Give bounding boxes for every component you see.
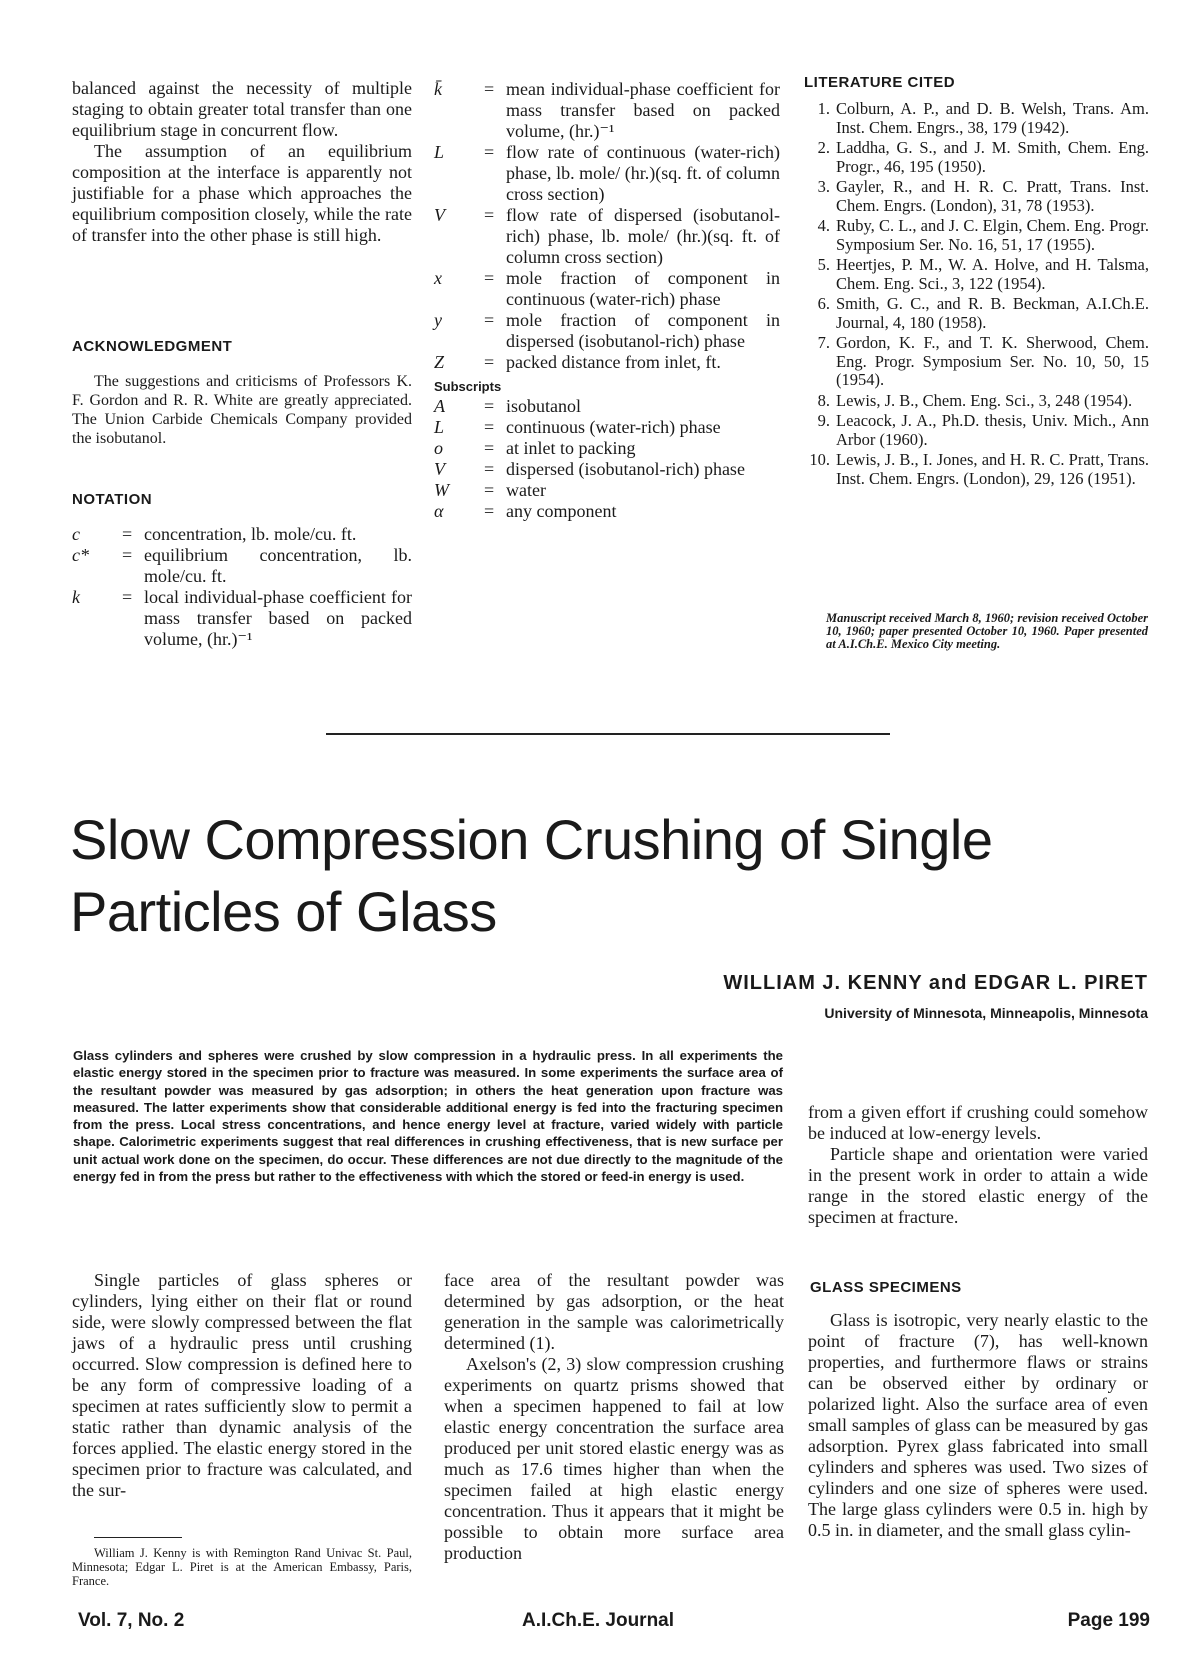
notation-item: L = flow rate of continuous (water-rich) phase, lb. mole/ (hr.)(sq. ft. of column cross section)	[434, 142, 780, 204]
reference-item: 4. Ruby, C. L., and J. C. Elgin, Chem. Eng. Progr. Symposium Ser. No. 16, 51, 17 (1955).	[817, 216, 1149, 254]
subscript-item: o = at inlet to packing	[434, 438, 636, 458]
footer-journal: A.I.Ch.E. Journal	[522, 1610, 675, 1631]
footnote: William J. Kenny is with Remington Rand Univac St. Paul, Minnesota; Edgar L. Piret is at the American Embassy, Paris, France.	[72, 1546, 412, 1588]
acknowledgment-heading: ACKNOWLEDGMENT	[72, 338, 233, 355]
paragraph: The assumption of an equilibrium composition at the interface is apparently not justifiable for a phase which approaches the equilibrium composition closely, while the rate of transfer into the other phase is still high.	[72, 141, 412, 245]
paragraph: balanced against the necessity of multiple staging to obtain greater total transfer than one equilibrium stage in concurrent flow.	[72, 78, 412, 140]
paragraph: face area of the resultant powder was determined by gas adsorption, or the heat generation in the sample was calorimetrically determined (1).	[444, 1270, 784, 1353]
glass-specimens-text: Glass is isotropic, very nearly elastic to the point of fracture (7), has well-known properties, and furthermore flaws or strains can be observed either by ordinary or polarized light. Also the surface area of even small samples of glass can be measured by gas adsorption. Pyrex glass fabricated into small cylinders and spheres was used. Two sizes of cylinders and one size of spheres were used. The large glass cylinders were 0.5 in. high by 0.5 in. in diameter, and the small glass cylin-	[808, 1310, 1148, 1540]
section-divider	[326, 733, 890, 735]
paragraph: Axelson's (2, 3) slow compression crushing experiments on quartz prisms showed that when a specimen happened to fail at low elastic energy concentration the surface area produced per unit stored elastic energy was as much as 17.6 times higher than when the specimen failed at high elastic energy concentration. Thus it appears that it might be possible to obtain more surface area production	[444, 1354, 784, 1563]
glass-specimens-heading: GLASS SPECIMENS	[810, 1279, 962, 1296]
notation-item: V = flow rate of dispersed (isobutanol-rich) phase, lb. mole/ (hr.)(sq. ft. of column cross section)	[434, 205, 780, 267]
reference-item: 3. Gayler, R., and H. R. C. Pratt, Trans. Inst. Chem. Engrs. (London), 31, 78 (1953).	[817, 177, 1149, 215]
reference-item: 9. Leacock, J. A., Ph.D. thesis, Univ. Mich., Ann Arbor (1960).	[817, 411, 1149, 449]
article-title	[70, 804, 1150, 948]
reference-item: 10. Lewis, J. B., I. Jones, and H. R. C. Pratt, Trans. Inst. Chem. Engrs. (London), 29, 126 (1951).	[809, 450, 1149, 488]
reference-item: 6. Smith, G. C., and R. B. Beckman, A.I.Ch.E. Journal, 4, 180 (1958).	[817, 294, 1149, 332]
notation-item: k̄ = mean individual-phase coefficient for mass transfer based on packed volume, (hr.)⁻¹	[434, 79, 780, 141]
col1-top-text	[72, 78, 412, 246]
footer-page: Page 199	[1067, 1610, 1150, 1631]
subscript-item: V = dispersed (isobutanol-rich) phase	[434, 459, 745, 479]
notation-item: Z = packed distance from inlet, ft.	[434, 352, 721, 372]
manuscript-note: Manuscript received March 8, 1960; revision received October 10, 1960; paper presented October 10, 1960. Paper presented at A.I.Ch.E. Mexico City meeting.	[826, 611, 1148, 651]
col1-article-text: Single particles of glass spheres or cylinders, lying either on their flat or round side, were slowly compressed between the flat jaws of a hydraulic press until crushing occurred. Slow compression is defined here to be any form of compressive loading of a specimen at rates sufficiently slow to permit a static rather than dynamic analysis of the forces applied. The elastic energy stored in the specimen prior to fracture was calculated, and the sur-	[72, 1270, 412, 1500]
literature-heading: LITERATURE CITED	[804, 74, 956, 91]
subscript-item: A = isobutanol	[434, 396, 581, 416]
title-line: Particles of Glass	[70, 880, 497, 943]
subscript-item: W = water	[434, 480, 546, 500]
notation-item: y = mole fraction of component in dispersed (isobutanol-rich) phase	[434, 310, 780, 351]
notation-list-col2	[434, 79, 780, 522]
subscript-item: α = any component	[434, 501, 617, 521]
acknowledgment-text: The suggestions and criticisms of Professors K. F. Gordon and R. R. White are greatly appreciated. The Union Carbide Chemicals Company provided the isobutanol.	[72, 373, 412, 447]
reference-item: 8. Lewis, J. B., Chem. Eng. Sci., 3, 248 (1954).	[817, 390, 1133, 410]
reference-item: 1. Colburn, A. P., and D. B. Welsh, Trans. Am. Inst. Chem. Engrs., 38, 179 (1942).	[817, 99, 1149, 137]
col2-article-text	[444, 1270, 784, 1564]
authors: WILLIAM J. KENNY and EDGAR L. PIRET	[723, 972, 1148, 994]
subscripts-heading: Subscripts	[434, 379, 502, 394]
col3-article-text	[808, 1102, 1148, 1228]
reference-item: 2. Laddha, G. S., and J. M. Smith, Chem. Eng. Progr., 46, 195 (1950).	[817, 138, 1149, 176]
reference-item: 5. Heertjes, P. M., W. A. Holve, and H. Talsma, Chem. Eng. Sci., 3, 122 (1954).	[817, 255, 1149, 293]
reference-item: 7. Gordon, K. F., and T. K. Sherwood, Chem. Eng. Progr. Symposium Ser. No. 10, 50, 15 (1954).	[817, 333, 1149, 389]
notation-item: c = concentration, lb. mole/cu. ft.	[72, 524, 357, 544]
paragraph: from a given effort if crushing could somehow be induced at low-energy levels.	[808, 1102, 1148, 1143]
notation-item: c* = equilibrium concentration, lb. mole/cu. ft.	[72, 545, 412, 586]
footer-volume: Vol. 7, No. 2	[78, 1610, 185, 1631]
footnote-rule	[94, 1537, 182, 1538]
title-line: Slow Compression Crushing of Single	[70, 808, 993, 871]
notation-heading: NOTATION	[72, 491, 153, 508]
subscript-item: L = continuous (water-rich) phase	[434, 417, 721, 437]
notation-item: k = local individual-phase coefficient for mass transfer based on packed volume, (hr.)⁻¹	[72, 587, 412, 649]
reference-list	[804, 100, 1149, 490]
abstract: Glass cylinders and spheres were crushed by slow compression in a hydraulic press. In all experiments the elastic energy stored in the specimen prior to fracture was measured. In some experiments the surface area of the resultant powder was measured by gas adsorption; in others the heat generation upon fracture was measured. The latter experiments show that considerable additional energy is fed into the fracturing specimen from the press. Local stress concentrations, and hence energy level at fracture, varied widely with particle shape. Calorimetric experiments suggest that real differences in crushing effectiveness, that is new surface per unit actual work done on the specimen, do occur. These differences are not due directly to the magnitude of the energy fed in from the press but rather to the effectiveness with which the stored or feed-in energy is used.	[73, 1048, 783, 1185]
affiliation: University of Minnesota, Minneapolis, Minnesota	[824, 1005, 1148, 1021]
notation-list-col1	[72, 524, 412, 650]
paragraph: Particle shape and orientation were varied in the present work in order to attain a wide range in the stored elastic energy of the specimen at fracture.	[808, 1144, 1148, 1227]
notation-item: x = mole fraction of component in continuous (water-rich) phase	[434, 268, 780, 309]
